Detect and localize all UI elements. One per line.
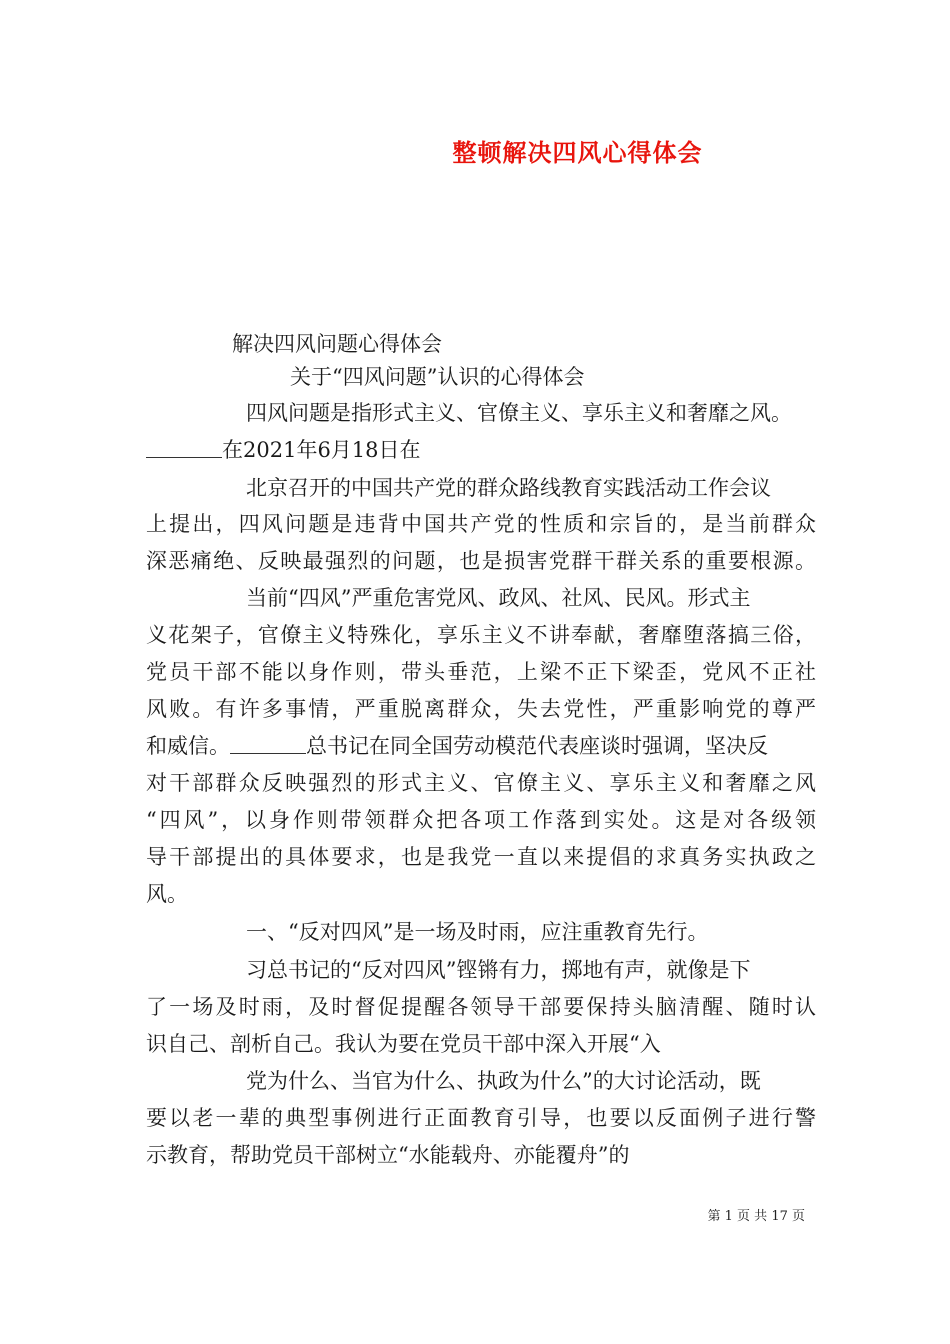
- page-number: 第 1 页 共 17 页: [707, 1209, 805, 1224]
- paragraph-line: 习总书记的“反对四风”铿锵有力，掷地有声，就像是下: [246, 958, 751, 982]
- blank-underline: [146, 439, 222, 458]
- paragraph-line: 了一场及时雨，及时督促提醒各领导干部要保持头脑清醒、随时认: [146, 995, 816, 1019]
- paragraph-line: 党为什么、当官为什么、执政为什么”的大讨论活动，既: [246, 1069, 761, 1093]
- heading-1: 解决四风问题心得体会: [232, 332, 442, 356]
- section-heading: 一、“反对四风”是一场及时雨，应注重教育先行。: [246, 920, 709, 944]
- paragraph-line: 风。: [146, 882, 188, 906]
- paragraph-line: “四风”，以身作则带领群众把各项工作落到实处。这是对各级领: [146, 808, 816, 832]
- paragraph-line: 要以老一辈的典型事例进行正面教育引导，也要以反面例子进行警: [146, 1106, 816, 1130]
- heading-2: 关于“四风问题”认识的心得体会: [290, 365, 585, 389]
- paragraph-line: 党员干部不能以身作则，带头垂范，上梁不正下梁歪，党风不正社: [146, 660, 816, 684]
- paragraph-line: 风败。有许多事情，严重脱离群众，失去党性，严重影响党的尊严: [146, 697, 816, 721]
- paragraph-line: 北京召开的中国共产党的群众路线教育实践活动工作会议: [246, 476, 771, 500]
- paragraph-line: 当前“四风”严重危害党风、政风、社风、民风。形式主: [246, 586, 751, 610]
- paragraph-line: 义花架子，官僚主义特殊化，享乐主义不讲奉献，奢靡堕落搞三俗，: [146, 623, 816, 647]
- paragraph-line: 深恶痛绝、反映最强烈的问题，也是损害党群干群关系的重要根源。: [146, 549, 816, 573]
- paragraph-line: 在2021年6月18日在: [146, 435, 816, 465]
- document-title: 整顿解决四风心得体会: [452, 139, 703, 167]
- paragraph-line: 示教育，帮助党员干部树立“水能载舟、亦能覆舟”的: [146, 1143, 630, 1167]
- paragraph-line: 四风问题是指形式主义、官僚主义、享乐主义和奢靡之风。: [246, 401, 792, 425]
- paragraph-line: 上提出，四风问题是违背中国共产党的性质和宗旨的，是当前群众: [146, 512, 816, 536]
- paragraph-line: 和威信。 总书记在同全国劳动模范代表座谈时强调，坚决反: [146, 734, 768, 758]
- blank-underline: [230, 735, 306, 754]
- paragraph-line: 对干部群众反映强烈的形式主义、官僚主义、享乐主义和奢靡之风: [146, 771, 816, 795]
- paragraph-line: 识自己、剖析自己。我认为要在党员干部中深入开展“入: [146, 1032, 661, 1056]
- paragraph-line: 导干部提出的具体要求，也是我党一直以来提倡的求真务实执政之: [146, 845, 816, 869]
